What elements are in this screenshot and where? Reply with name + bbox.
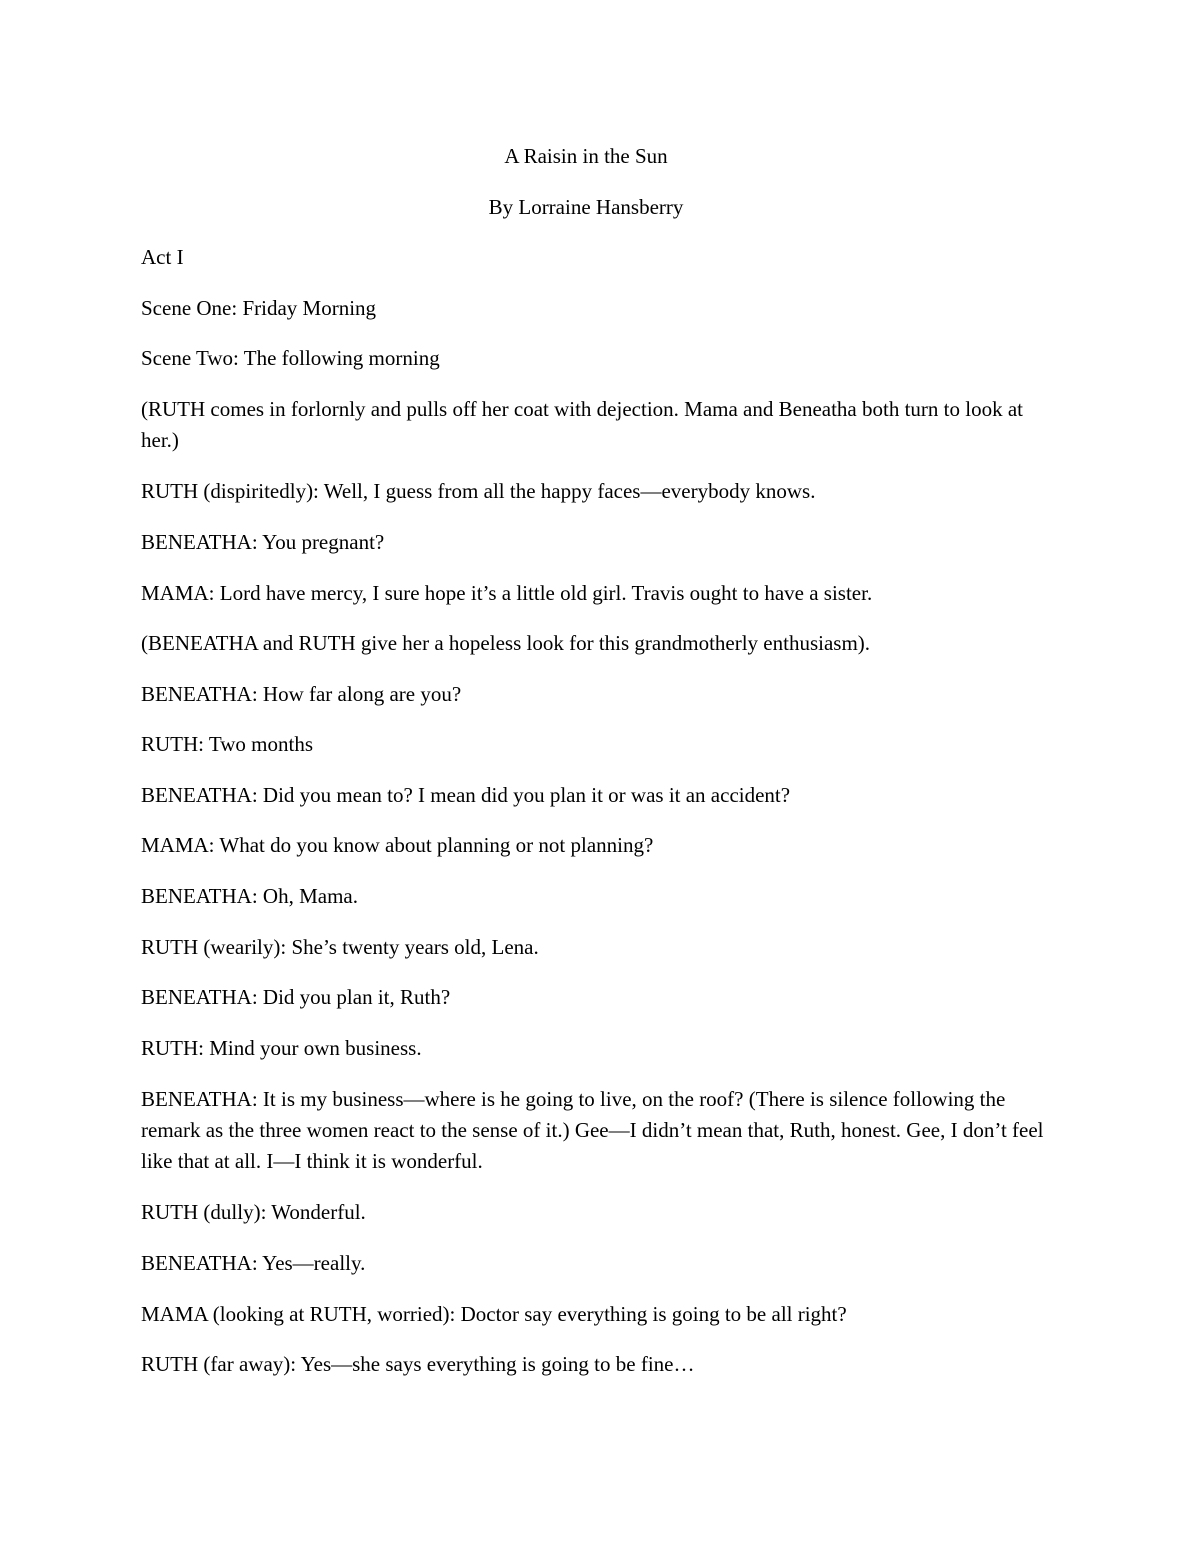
dialogue-line: RUTH: Mind your own business. <box>141 1036 422 1060</box>
dialogue-line: BENEATHA: Did you mean to? I mean did you plan it or was it an accident? <box>141 783 791 807</box>
dialogue-line: MAMA: Lord have mercy, I sure hope it’s a little old girl. Travis ought to have a sister. <box>141 581 873 605</box>
dialogue-line: RUTH (wearily): She’s twenty years old, Lena. <box>141 935 539 959</box>
dialogue-line: BENEATHA: Oh, Mama. <box>141 884 358 908</box>
dialogue-line: BENEATHA: How far along are you? <box>141 682 462 706</box>
dialogue-line: RUTH (dispiritedly): Well, I guess from all the happy faces—everybody knows. <box>141 479 816 503</box>
dialogue-line: RUTH (dully): Wonderful. <box>141 1200 366 1224</box>
scene-one-heading: Scene One: Friday Morning <box>141 296 377 320</box>
dialogue-line: BENEATHA: It is my business—where is he going to live, on the roof? (There is silence following the remark as the three women react to the sense of it.) Gee—I didn’t mean that, Ruth, honest. Gee, I don’t feel like that at all. I—I think it is wonderful. <box>141 1087 1044 1173</box>
author-line: By Lorraine Hansberry <box>488 195 684 219</box>
dialogue-line: BENEATHA: Did you plan it, Ruth? <box>141 985 451 1009</box>
dialogue-line: RUTH: Two months <box>141 732 313 756</box>
dialogue-line: BENEATHA: You pregnant? <box>141 530 385 554</box>
dialogue-line: MAMA: What do you know about planning or not planning? <box>141 833 654 857</box>
document-title: A Raisin in the Sun <box>504 144 668 168</box>
dialogue-line: MAMA (looking at RUTH, worried): Doctor say everything is going to be all right? <box>141 1302 847 1326</box>
scene-two-heading: Scene Two: The following morning <box>141 346 440 370</box>
stage-direction: (BENEATHA and RUTH give her a hopeless look for this grandmotherly enthusiasm). <box>141 631 871 655</box>
act-heading: Act I <box>141 245 184 269</box>
dialogue-line: RUTH (far away): Yes—she says everything is going to be fine… <box>141 1352 695 1376</box>
dialogue-line: BENEATHA: Yes—really. <box>141 1251 366 1275</box>
stage-direction: (RUTH comes in forlornly and pulls off her coat with dejection. Mama and Beneatha both turn to look at her.) <box>141 397 1023 452</box>
